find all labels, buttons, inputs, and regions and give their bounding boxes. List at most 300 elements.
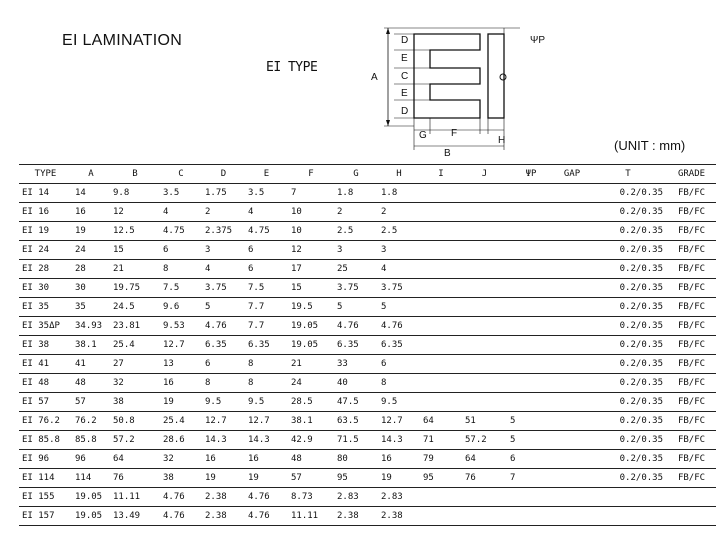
table-cell: 6 bbox=[378, 355, 420, 374]
table-cell: 7.5 bbox=[160, 279, 202, 298]
table-row bbox=[19, 279, 716, 298]
table-cell: 4 bbox=[202, 260, 245, 279]
page-subtitle: EI TYPE bbox=[266, 60, 318, 75]
dim-label-a: A bbox=[371, 72, 378, 83]
table-cell: EI 28 bbox=[19, 260, 72, 279]
table-cell: FB/FC bbox=[667, 317, 716, 336]
table-cell: 0.2/0.35 bbox=[589, 279, 667, 298]
table-cell bbox=[507, 355, 555, 374]
table-cell: 30 bbox=[72, 279, 110, 298]
table-cell: 0.2/0.35 bbox=[589, 222, 667, 241]
table-cell: EI 57 bbox=[19, 393, 72, 412]
table-cell: EI 114 bbox=[19, 469, 72, 488]
table-cell: 79 bbox=[420, 450, 462, 469]
table-cell: 40 bbox=[334, 374, 378, 393]
table-cell: 16 bbox=[378, 450, 420, 469]
table-cell: 2.375 bbox=[202, 222, 245, 241]
dim-label-psi: ΨP bbox=[530, 35, 546, 46]
table-cell: FB/FC bbox=[667, 184, 716, 203]
table-cell: 6 bbox=[245, 241, 288, 260]
table-cell: 3.5 bbox=[245, 184, 288, 203]
table-cell: 8 bbox=[160, 260, 202, 279]
table-cell bbox=[507, 298, 555, 317]
table-cell bbox=[462, 393, 507, 412]
dim-label-b: B bbox=[444, 148, 451, 159]
table-cell: 19 bbox=[378, 469, 420, 488]
column-header: I bbox=[420, 165, 462, 184]
table-cell: 4.76 bbox=[334, 317, 378, 336]
table-cell: 4.76 bbox=[245, 507, 288, 526]
table-cell: 12.7 bbox=[160, 336, 202, 355]
column-header: D bbox=[202, 165, 245, 184]
table-cell: 5 bbox=[202, 298, 245, 317]
table-cell: 24 bbox=[72, 241, 110, 260]
table-cell bbox=[555, 469, 589, 488]
table-cell bbox=[507, 203, 555, 222]
table-cell: 8 bbox=[202, 374, 245, 393]
table-cell bbox=[507, 241, 555, 260]
table-cell: 47.5 bbox=[334, 393, 378, 412]
table-cell: 4.75 bbox=[245, 222, 288, 241]
dimension-table bbox=[19, 164, 716, 526]
table-row bbox=[19, 203, 716, 222]
table-cell bbox=[507, 336, 555, 355]
table-cell: 17 bbox=[288, 260, 334, 279]
table-cell: 23.81 bbox=[110, 317, 160, 336]
table-row bbox=[19, 374, 716, 393]
table-cell: 76.2 bbox=[72, 412, 110, 431]
table-cell: FB/FC bbox=[667, 260, 716, 279]
table-cell: EI 38 bbox=[19, 336, 72, 355]
table-cell bbox=[420, 203, 462, 222]
table-cell: 7.7 bbox=[245, 298, 288, 317]
table-cell: FB/FC bbox=[667, 431, 716, 450]
table-cell: EI 157 bbox=[19, 507, 72, 526]
table-cell: 0.2/0.35 bbox=[589, 431, 667, 450]
table-cell: 7.7 bbox=[245, 317, 288, 336]
table-cell: FB/FC bbox=[667, 469, 716, 488]
dim-label-h: H bbox=[498, 135, 506, 146]
table-cell bbox=[462, 184, 507, 203]
table-cell: 38.1 bbox=[72, 336, 110, 355]
table-cell: FB/FC bbox=[667, 241, 716, 260]
table-cell: 7 bbox=[288, 184, 334, 203]
table-cell: 7 bbox=[507, 469, 555, 488]
table-cell: 57 bbox=[288, 469, 334, 488]
table-cell: 21 bbox=[288, 355, 334, 374]
table-cell: 0.2/0.35 bbox=[589, 355, 667, 374]
table-cell bbox=[555, 393, 589, 412]
table-cell: 4.76 bbox=[160, 488, 202, 507]
table-cell: 3.75 bbox=[334, 279, 378, 298]
table-cell: 2.5 bbox=[378, 222, 420, 241]
table-cell: 2 bbox=[334, 203, 378, 222]
table-cell: 16 bbox=[245, 450, 288, 469]
table-cell: 19.05 bbox=[288, 317, 334, 336]
column-header: E bbox=[245, 165, 288, 184]
table-cell: 35 bbox=[72, 298, 110, 317]
table-cell: 5 bbox=[507, 412, 555, 431]
table-cell: 24 bbox=[288, 374, 334, 393]
table-cell: 2 bbox=[202, 203, 245, 222]
table-cell: 57.2 bbox=[110, 431, 160, 450]
table-cell bbox=[555, 317, 589, 336]
table-cell: EI 35 bbox=[19, 298, 72, 317]
table-cell bbox=[555, 260, 589, 279]
table-row bbox=[19, 393, 716, 412]
table-row bbox=[19, 355, 716, 374]
column-header: F bbox=[288, 165, 334, 184]
table-cell: 64 bbox=[110, 450, 160, 469]
column-header: TYPE bbox=[19, 165, 72, 184]
table-cell: 12.7 bbox=[202, 412, 245, 431]
table-cell: 0.2/0.35 bbox=[589, 317, 667, 336]
table-cell: 95 bbox=[334, 469, 378, 488]
table-cell: 8 bbox=[245, 374, 288, 393]
table-cell: EI 14 bbox=[19, 184, 72, 203]
table-cell bbox=[462, 355, 507, 374]
table-cell: FB/FC bbox=[667, 355, 716, 374]
table-cell: 1.8 bbox=[378, 184, 420, 203]
table-cell: 9.8 bbox=[110, 184, 160, 203]
column-header: GRADE bbox=[667, 165, 716, 184]
table-cell bbox=[420, 298, 462, 317]
table-cell: 50.8 bbox=[110, 412, 160, 431]
table-cell: 32 bbox=[110, 374, 160, 393]
table-cell: 8.73 bbox=[288, 488, 334, 507]
table-cell: 4.76 bbox=[378, 317, 420, 336]
table-cell: 114 bbox=[72, 469, 110, 488]
table-cell: 0.2/0.35 bbox=[589, 184, 667, 203]
table-cell bbox=[555, 184, 589, 203]
table-cell bbox=[589, 488, 667, 507]
column-header: ΨP bbox=[507, 165, 555, 184]
table-cell: 6 bbox=[202, 355, 245, 374]
table-cell: 33 bbox=[334, 355, 378, 374]
table-cell: 16 bbox=[160, 374, 202, 393]
table-cell bbox=[555, 488, 589, 507]
table-cell bbox=[462, 374, 507, 393]
table-cell: 4.76 bbox=[245, 488, 288, 507]
table-cell bbox=[420, 222, 462, 241]
table-cell bbox=[462, 488, 507, 507]
table-cell: 12 bbox=[110, 203, 160, 222]
table-cell bbox=[462, 298, 507, 317]
table-cell bbox=[420, 260, 462, 279]
table-cell: 38 bbox=[110, 393, 160, 412]
table-cell bbox=[507, 374, 555, 393]
column-header: B bbox=[110, 165, 160, 184]
table-cell bbox=[555, 374, 589, 393]
column-header: A bbox=[72, 165, 110, 184]
table-cell: 8 bbox=[245, 355, 288, 374]
table-cell: 2.38 bbox=[378, 507, 420, 526]
table-cell: 14.3 bbox=[245, 431, 288, 450]
table-cell: 13 bbox=[160, 355, 202, 374]
table-cell bbox=[555, 203, 589, 222]
table-cell bbox=[555, 298, 589, 317]
column-header: G bbox=[334, 165, 378, 184]
table-cell: 6 bbox=[245, 260, 288, 279]
table-cell: EI 48 bbox=[19, 374, 72, 393]
table-row bbox=[19, 507, 716, 526]
table-cell: 2.83 bbox=[334, 488, 378, 507]
table-cell: 42.9 bbox=[288, 431, 334, 450]
table-cell: 95 bbox=[420, 469, 462, 488]
table-cell: 7.5 bbox=[245, 279, 288, 298]
table-cell bbox=[420, 241, 462, 260]
table-cell: 64 bbox=[420, 412, 462, 431]
table-cell: 57.2 bbox=[462, 431, 507, 450]
table-cell: EI 96 bbox=[19, 450, 72, 469]
table-cell: 32 bbox=[160, 450, 202, 469]
table-cell: 1.75 bbox=[202, 184, 245, 203]
table-cell bbox=[555, 507, 589, 526]
table-cell: 14.3 bbox=[202, 431, 245, 450]
dim-label-e-bottom: E bbox=[401, 88, 408, 99]
page-title: EI LAMINATION bbox=[62, 32, 183, 49]
table-cell: 0.2/0.35 bbox=[589, 203, 667, 222]
table-cell: FB/FC bbox=[667, 412, 716, 431]
table-cell: 64 bbox=[462, 450, 507, 469]
table-cell bbox=[507, 279, 555, 298]
table-cell: 19 bbox=[245, 469, 288, 488]
ei-lamination-diagram bbox=[0, 0, 720, 170]
table-cell bbox=[507, 222, 555, 241]
table-cell bbox=[420, 374, 462, 393]
table-cell: 0.2/0.35 bbox=[589, 450, 667, 469]
column-header: GAP bbox=[555, 165, 589, 184]
table-cell bbox=[555, 431, 589, 450]
table-cell bbox=[462, 336, 507, 355]
table-cell bbox=[667, 507, 716, 526]
mounting-hole bbox=[500, 74, 506, 80]
table-cell: 0.2/0.35 bbox=[589, 241, 667, 260]
table-cell: 6 bbox=[507, 450, 555, 469]
table-cell bbox=[507, 184, 555, 203]
table-cell bbox=[420, 184, 462, 203]
table-cell: 11.11 bbox=[110, 488, 160, 507]
table-cell: 19 bbox=[160, 393, 202, 412]
table-cell: 27 bbox=[110, 355, 160, 374]
table-header-row bbox=[19, 165, 716, 184]
table-cell bbox=[420, 317, 462, 336]
table-cell bbox=[555, 355, 589, 374]
table-row bbox=[19, 431, 716, 450]
table-cell: 28.5 bbox=[288, 393, 334, 412]
table-cell: 10 bbox=[288, 203, 334, 222]
table-cell: 25.4 bbox=[160, 412, 202, 431]
table-cell: 3.75 bbox=[202, 279, 245, 298]
table-cell: EI 30 bbox=[19, 279, 72, 298]
table-cell bbox=[667, 488, 716, 507]
table-cell: 0.2/0.35 bbox=[589, 298, 667, 317]
table-cell: 76 bbox=[110, 469, 160, 488]
table-cell: 13.49 bbox=[110, 507, 160, 526]
table-cell bbox=[555, 279, 589, 298]
table-cell: 5 bbox=[334, 298, 378, 317]
table-cell: 63.5 bbox=[334, 412, 378, 431]
dim-label-d-top: D bbox=[401, 35, 409, 46]
column-header: C bbox=[160, 165, 202, 184]
table-cell: 8 bbox=[378, 374, 420, 393]
table-row bbox=[19, 298, 716, 317]
table-cell: 12.5 bbox=[110, 222, 160, 241]
table-cell: 0.2/0.35 bbox=[589, 412, 667, 431]
table-cell: 1.8 bbox=[334, 184, 378, 203]
table-cell: FB/FC bbox=[667, 222, 716, 241]
table-cell bbox=[420, 336, 462, 355]
table-cell bbox=[420, 488, 462, 507]
table-cell: 19.05 bbox=[72, 488, 110, 507]
table-cell: 2.38 bbox=[202, 488, 245, 507]
table-cell: 10 bbox=[288, 222, 334, 241]
table-cell: 38.1 bbox=[288, 412, 334, 431]
table-cell bbox=[462, 279, 507, 298]
table-cell: 71 bbox=[420, 431, 462, 450]
column-header: H bbox=[378, 165, 420, 184]
table-cell: 12.7 bbox=[245, 412, 288, 431]
table-cell: 96 bbox=[72, 450, 110, 469]
table-cell: 4.76 bbox=[202, 317, 245, 336]
table-cell: 0.2/0.35 bbox=[589, 260, 667, 279]
table-cell bbox=[462, 507, 507, 526]
table-cell: 6.35 bbox=[334, 336, 378, 355]
table-cell: 51 bbox=[462, 412, 507, 431]
table-cell bbox=[462, 317, 507, 336]
table-cell: 9.5 bbox=[245, 393, 288, 412]
table-cell: 2.38 bbox=[334, 507, 378, 526]
table-cell: 9.5 bbox=[202, 393, 245, 412]
table-cell: 71.5 bbox=[334, 431, 378, 450]
table-cell: 41 bbox=[72, 355, 110, 374]
table-cell bbox=[462, 241, 507, 260]
table-cell: 6.35 bbox=[378, 336, 420, 355]
table-row bbox=[19, 241, 716, 260]
table-cell: 12.7 bbox=[378, 412, 420, 431]
table-cell: 3.5 bbox=[160, 184, 202, 203]
table-cell: 28.6 bbox=[160, 431, 202, 450]
table-cell: 16 bbox=[202, 450, 245, 469]
table-cell: 3 bbox=[378, 241, 420, 260]
table-cell: 21 bbox=[110, 260, 160, 279]
table-cell: 2.38 bbox=[202, 507, 245, 526]
table-cell: FB/FC bbox=[667, 203, 716, 222]
column-header: J bbox=[462, 165, 507, 184]
table-cell: 85.8 bbox=[72, 431, 110, 450]
table-cell: FB/FC bbox=[667, 393, 716, 412]
table-cell: 3.75 bbox=[378, 279, 420, 298]
table-cell bbox=[420, 393, 462, 412]
dim-label-c: C bbox=[401, 71, 409, 82]
dim-label-f: F bbox=[451, 128, 458, 139]
table-cell: EI 155 bbox=[19, 488, 72, 507]
table-cell: 19.5 bbox=[288, 298, 334, 317]
table-cell: FB/FC bbox=[667, 336, 716, 355]
table-cell: 38 bbox=[160, 469, 202, 488]
table-cell: 4 bbox=[160, 203, 202, 222]
table-cell: 76 bbox=[462, 469, 507, 488]
table-cell: EI 16 bbox=[19, 203, 72, 222]
table-cell: 2 bbox=[378, 203, 420, 222]
table-cell bbox=[420, 507, 462, 526]
table-cell bbox=[555, 450, 589, 469]
table-cell: 2.5 bbox=[334, 222, 378, 241]
table-cell bbox=[420, 355, 462, 374]
table-cell bbox=[589, 507, 667, 526]
table-cell: EI 24 bbox=[19, 241, 72, 260]
table-cell: 19.05 bbox=[288, 336, 334, 355]
table-cell: 4 bbox=[245, 203, 288, 222]
table-row bbox=[19, 469, 716, 488]
table-cell bbox=[555, 412, 589, 431]
table-row bbox=[19, 488, 716, 507]
table-cell bbox=[507, 488, 555, 507]
table-cell: 9.5 bbox=[378, 393, 420, 412]
table-cell: EI 76.2 bbox=[19, 412, 72, 431]
table-cell: 19 bbox=[72, 222, 110, 241]
table-cell: 25 bbox=[334, 260, 378, 279]
table-cell: 14.3 bbox=[378, 431, 420, 450]
dim-label-d-bottom: D bbox=[401, 106, 409, 117]
table-cell bbox=[555, 222, 589, 241]
table-cell: 9.6 bbox=[160, 298, 202, 317]
table-cell: 9.53 bbox=[160, 317, 202, 336]
table-cell: 19.75 bbox=[110, 279, 160, 298]
table-cell bbox=[420, 279, 462, 298]
table-cell: 15 bbox=[288, 279, 334, 298]
table-cell: 57 bbox=[72, 393, 110, 412]
table-cell: FB/FC bbox=[667, 298, 716, 317]
table-cell: 5 bbox=[507, 431, 555, 450]
unit-note: (UNIT : mm) bbox=[614, 138, 686, 153]
table-cell: 16 bbox=[72, 203, 110, 222]
i-core-shape bbox=[488, 34, 504, 118]
table-cell: FB/FC bbox=[667, 279, 716, 298]
table-cell: 19 bbox=[202, 469, 245, 488]
table-cell: 6.35 bbox=[245, 336, 288, 355]
table-cell: 4.76 bbox=[160, 507, 202, 526]
table-cell: 48 bbox=[72, 374, 110, 393]
table-cell bbox=[462, 222, 507, 241]
table-cell: 0.2/0.35 bbox=[589, 393, 667, 412]
table-cell: EI 19 bbox=[19, 222, 72, 241]
e-core-shape bbox=[414, 34, 480, 118]
table-cell bbox=[555, 241, 589, 260]
table-row bbox=[19, 222, 716, 241]
table-cell: 4.75 bbox=[160, 222, 202, 241]
table-cell: 28 bbox=[72, 260, 110, 279]
table-cell: 4 bbox=[378, 260, 420, 279]
table-cell: FB/FC bbox=[667, 450, 716, 469]
table-row bbox=[19, 336, 716, 355]
table-cell bbox=[555, 336, 589, 355]
table-cell bbox=[507, 507, 555, 526]
column-header: T bbox=[589, 165, 667, 184]
table-cell: 80 bbox=[334, 450, 378, 469]
table-row bbox=[19, 412, 716, 431]
table-cell: 6 bbox=[160, 241, 202, 260]
table-cell bbox=[462, 203, 507, 222]
table-cell: 34.93 bbox=[72, 317, 110, 336]
table-cell: 15 bbox=[110, 241, 160, 260]
table-cell bbox=[507, 393, 555, 412]
table-cell: EI 85.8 bbox=[19, 431, 72, 450]
table-cell: EI 35ΔP bbox=[19, 317, 72, 336]
table-cell: 0.2/0.35 bbox=[589, 336, 667, 355]
table-cell bbox=[462, 260, 507, 279]
table-cell: 0.2/0.35 bbox=[589, 469, 667, 488]
